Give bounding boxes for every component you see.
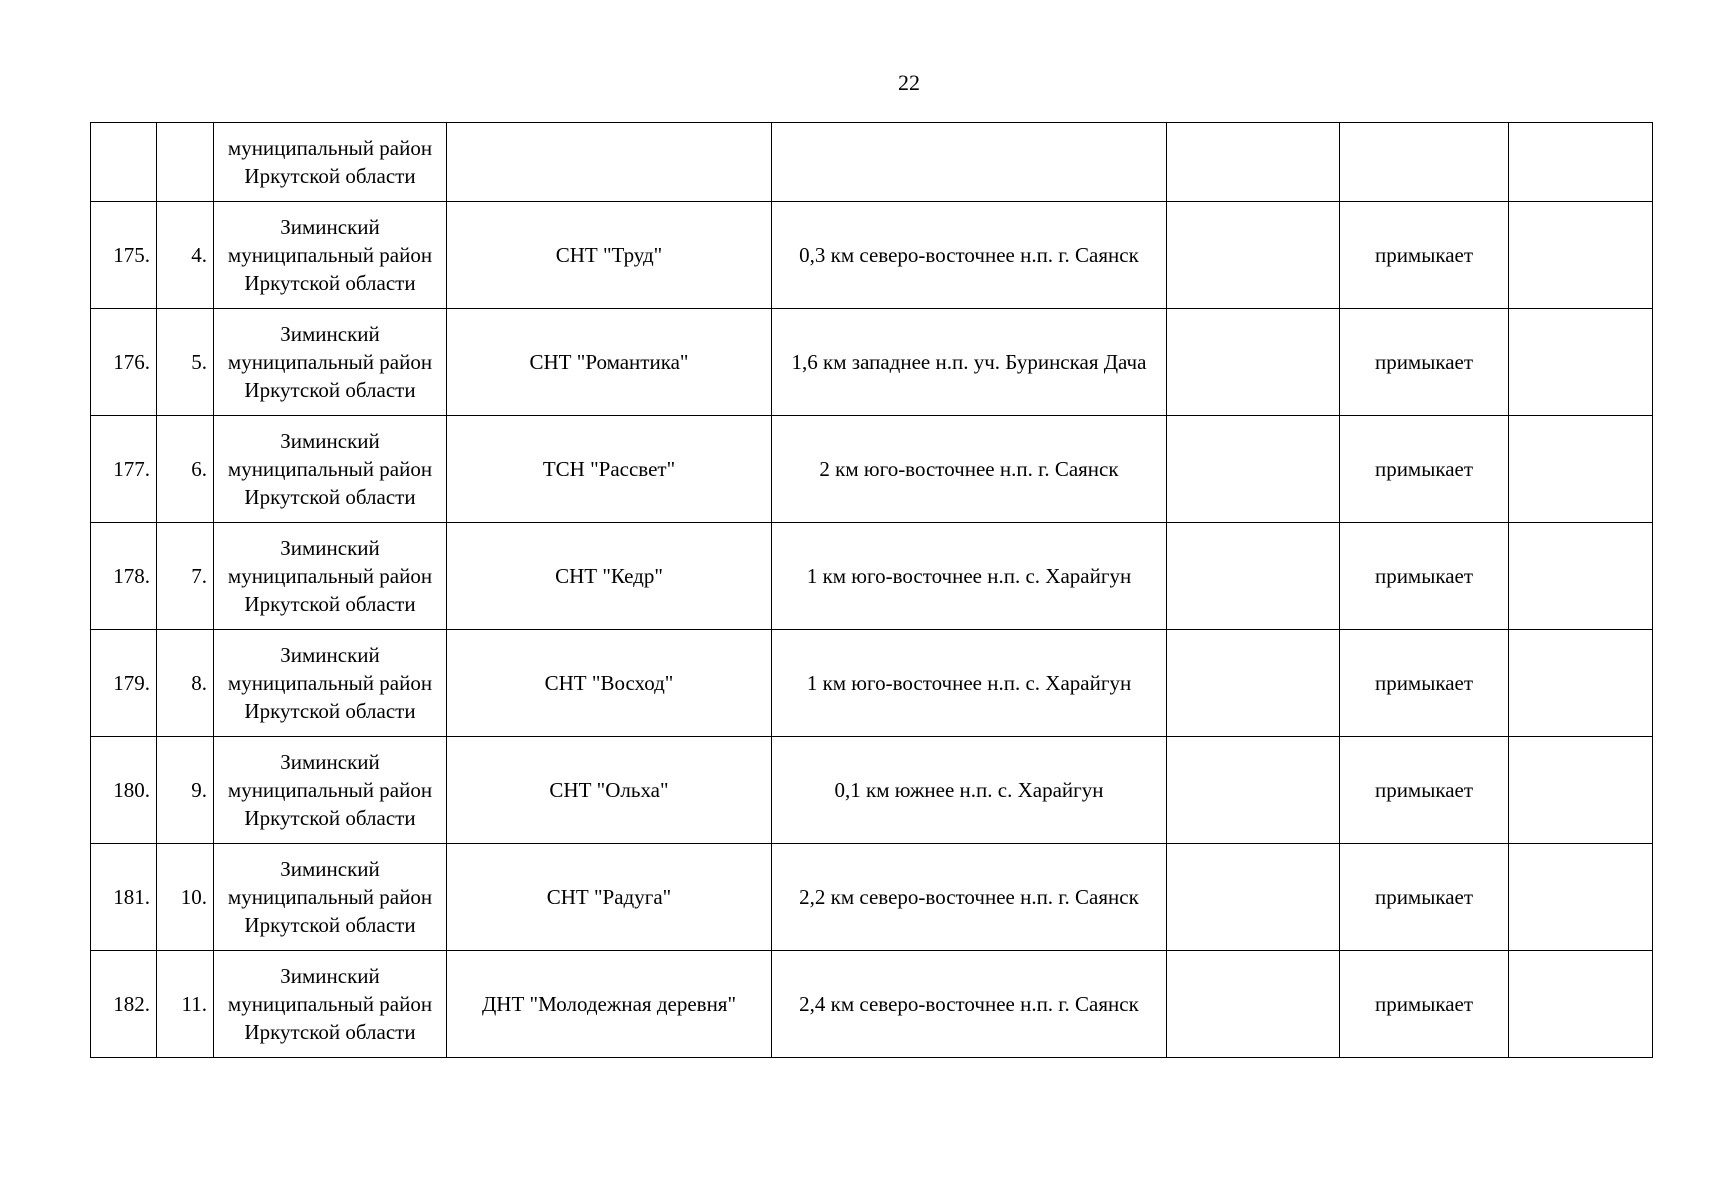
empty-cell	[1167, 951, 1340, 1058]
empty-cell	[1167, 523, 1340, 630]
location-cell: 2,2 км северо-восточнее н.п. г. Саянск	[772, 844, 1167, 951]
location-cell: 0,3 км северо-восточнее н.п. г. Саянск	[772, 202, 1167, 309]
location-cell: 2,4 км северо-восточнее н.п. г. Саянск	[772, 951, 1167, 1058]
status-cell: примыкает	[1340, 202, 1509, 309]
empty-cell	[1509, 951, 1653, 1058]
row-subnumber-cell: 4.	[157, 202, 214, 309]
empty-cell	[1509, 202, 1653, 309]
row-subnumber-cell: 9.	[157, 737, 214, 844]
row-subnumber-cell: 11.	[157, 951, 214, 1058]
location-cell: 1 км юго-восточнее н.п. с. Харайгун	[772, 523, 1167, 630]
status-cell: примыкает	[1340, 416, 1509, 523]
name-cell: СНТ "Радуга"	[447, 844, 772, 951]
empty-cell	[1509, 416, 1653, 523]
empty-cell	[1167, 123, 1340, 202]
status-cell: примыкает	[1340, 309, 1509, 416]
table-row	[91, 309, 1653, 416]
row-subnumber-cell: 6.	[157, 416, 214, 523]
table-row	[91, 844, 1653, 951]
empty-cell	[1167, 202, 1340, 309]
name-cell: СНТ "Ольха"	[447, 737, 772, 844]
row-number-cell	[91, 123, 157, 202]
status-cell: примыкает	[1340, 737, 1509, 844]
empty-cell	[1509, 523, 1653, 630]
table-row	[91, 202, 1653, 309]
district-cell: Зиминский муниципальный район Иркутской области	[214, 737, 447, 844]
row-number-cell: 181.	[91, 844, 157, 951]
name-cell: ДНТ "Молодежная деревня"	[447, 951, 772, 1058]
settlements-table	[90, 122, 1653, 1058]
location-cell	[772, 123, 1167, 202]
district-cell: муниципальный район Иркутской области	[214, 123, 447, 202]
empty-cell	[1509, 123, 1653, 202]
row-number-cell: 177.	[91, 416, 157, 523]
row-number-cell: 176.	[91, 309, 157, 416]
status-cell: примыкает	[1340, 523, 1509, 630]
empty-cell	[1509, 630, 1653, 737]
row-number-cell: 179.	[91, 630, 157, 737]
row-subnumber-cell: 10.	[157, 844, 214, 951]
row-number-cell: 180.	[91, 737, 157, 844]
table-row	[91, 737, 1653, 844]
status-cell: примыкает	[1340, 844, 1509, 951]
name-cell: СНТ "Восход"	[447, 630, 772, 737]
empty-cell	[1509, 309, 1653, 416]
empty-cell	[1167, 630, 1340, 737]
status-cell	[1340, 123, 1509, 202]
status-cell: примыкает	[1340, 630, 1509, 737]
row-subnumber-cell: 5.	[157, 309, 214, 416]
empty-cell	[1509, 737, 1653, 844]
empty-cell	[1167, 416, 1340, 523]
district-cell: Зиминский муниципальный район Иркутской области	[214, 416, 447, 523]
district-cell: Зиминский муниципальный район Иркутской области	[214, 630, 447, 737]
table-row	[91, 123, 1653, 202]
name-cell: СНТ "Романтика"	[447, 309, 772, 416]
row-number-cell: 178.	[91, 523, 157, 630]
empty-cell	[1167, 737, 1340, 844]
row-subnumber-cell	[157, 123, 214, 202]
empty-cell	[1509, 844, 1653, 951]
row-number-cell: 182.	[91, 951, 157, 1058]
table-row	[91, 416, 1653, 523]
empty-cell	[1167, 309, 1340, 416]
location-cell: 0,1 км южнее н.п. с. Харайгун	[772, 737, 1167, 844]
location-cell: 1,6 км западнее н.п. уч. Буринская Дача	[772, 309, 1167, 416]
location-cell: 1 км юго-восточнее н.п. с. Харайгун	[772, 630, 1167, 737]
district-cell: Зиминский муниципальный район Иркутской области	[214, 844, 447, 951]
location-cell: 2 км юго-восточнее н.п. г. Саянск	[772, 416, 1167, 523]
page-number: 22	[898, 70, 920, 95]
table-row	[91, 951, 1653, 1058]
name-cell: СНТ "Труд"	[447, 202, 772, 309]
district-cell: Зиминский муниципальный район Иркутской области	[214, 523, 447, 630]
district-cell: Зиминский муниципальный район Иркутской области	[214, 309, 447, 416]
table-row	[91, 630, 1653, 737]
empty-cell	[1167, 844, 1340, 951]
district-cell: Зиминский муниципальный район Иркутской области	[214, 951, 447, 1058]
name-cell	[447, 123, 772, 202]
status-cell: примыкает	[1340, 951, 1509, 1058]
row-subnumber-cell: 7.	[157, 523, 214, 630]
row-number-cell: 175.	[91, 202, 157, 309]
name-cell: ТСН "Рассвет"	[447, 416, 772, 523]
row-subnumber-cell: 8.	[157, 630, 214, 737]
table-row	[91, 523, 1653, 630]
name-cell: СНТ "Кедр"	[447, 523, 772, 630]
district-cell: Зиминский муниципальный район Иркутской области	[214, 202, 447, 309]
